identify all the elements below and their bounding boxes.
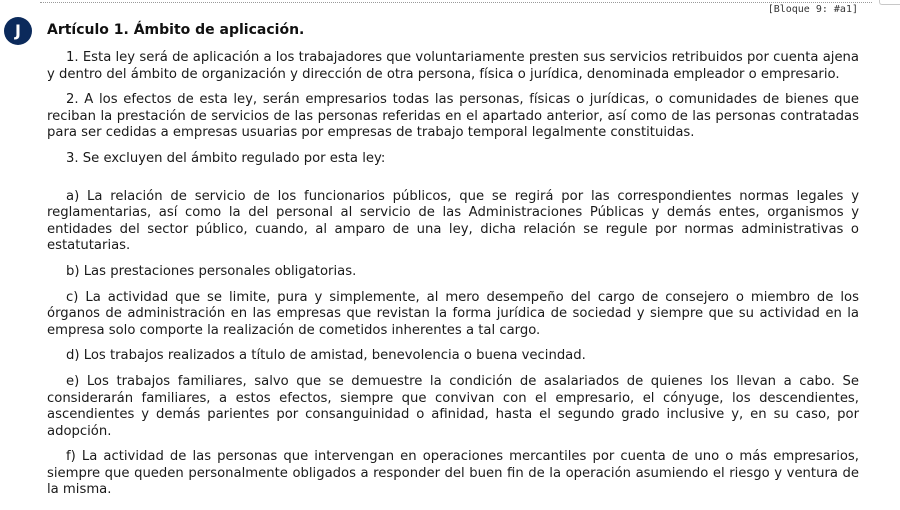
paragraph-3d: d) Los trabajos realizados a título de amistad, benevolencia o buena vecindad. <box>66 348 586 364</box>
paragraph-1: 1. Esta ley será de aplicación a los trabajadores que voluntariamente presten sus servicios retribuidos por cuenta ajena y dentro del ámbito de organización y dirección de otra persona, física o jurídica, denominada empleador o empresario. <box>47 50 859 82</box>
paragraph-3b: b) Las prestaciones personales obligatorias. <box>66 263 357 279</box>
article-title: Artículo 1. Ámbito de aplicación. <box>47 22 305 38</box>
block-reference: [Bloque 9: #a1] <box>767 4 858 15</box>
corner-scroll-tab[interactable] <box>879 0 900 5</box>
top-dotted-rule <box>40 2 872 3</box>
paragraph-3f: f) La actividad de las personas que intervengan en operaciones mercantiles por cuenta de uno o más empresarios, siempre que queden personalmente obligados a responder del buen fin de la operación asumiendo el riesgo y ventura de la misma. <box>47 449 859 498</box>
paragraph-3a: a) La relación de servicio de los funcionarios públicos, que se regirá por las correspondientes normas legales y reglamentarias, así como la del personal al servicio de las Administraciones Públicas y demás entes, organismos y entidades del sector público, cuando, al amparo de una ley, dicha relación se regule por normas administrativas o estatutarias. <box>47 188 859 254</box>
article-content <box>47 22 859 508</box>
paragraph-3-intro: 3. Se excluyen del ámbito regulado por esta ley: <box>66 150 386 166</box>
paragraph-2: 2. A los efectos de esta ley, serán empresarios todas las personas, físicas o jurídicas, o comunidades de bienes que reciban la prestación de servicios de las personas referidas en el apartado anterior, así como de las personas contratadas para ser cedidas a empresas usuarias por empresas de trabajo temporal legalmente constituidas. <box>47 92 859 141</box>
paragraph-3c: c) La actividad que se limite, pura y simplemente, al mero desempeño del cargo de consejero o miembro de los órganos de administración en las empresas que revistan la forma jurídica de sociedad y siempre que su actividad en la empresa solo comporte la realización de cometidos inherentes a tal cargo. <box>47 289 859 338</box>
section-badge-icon[interactable]: J <box>4 17 32 45</box>
paragraph-3e: e) Los trabajos familiares, salvo que se demuestre la condición de asalariados de quienes los llevan a cabo. Se considerarán familiares, a estos efectos, siempre que convivan con el empresario, el cónyuge, los descendientes, ascendientes y demás parientes por consanguinidad o afinidad, hasta el segundo grado inclusive y, en su caso, por adopción. <box>47 373 859 439</box>
